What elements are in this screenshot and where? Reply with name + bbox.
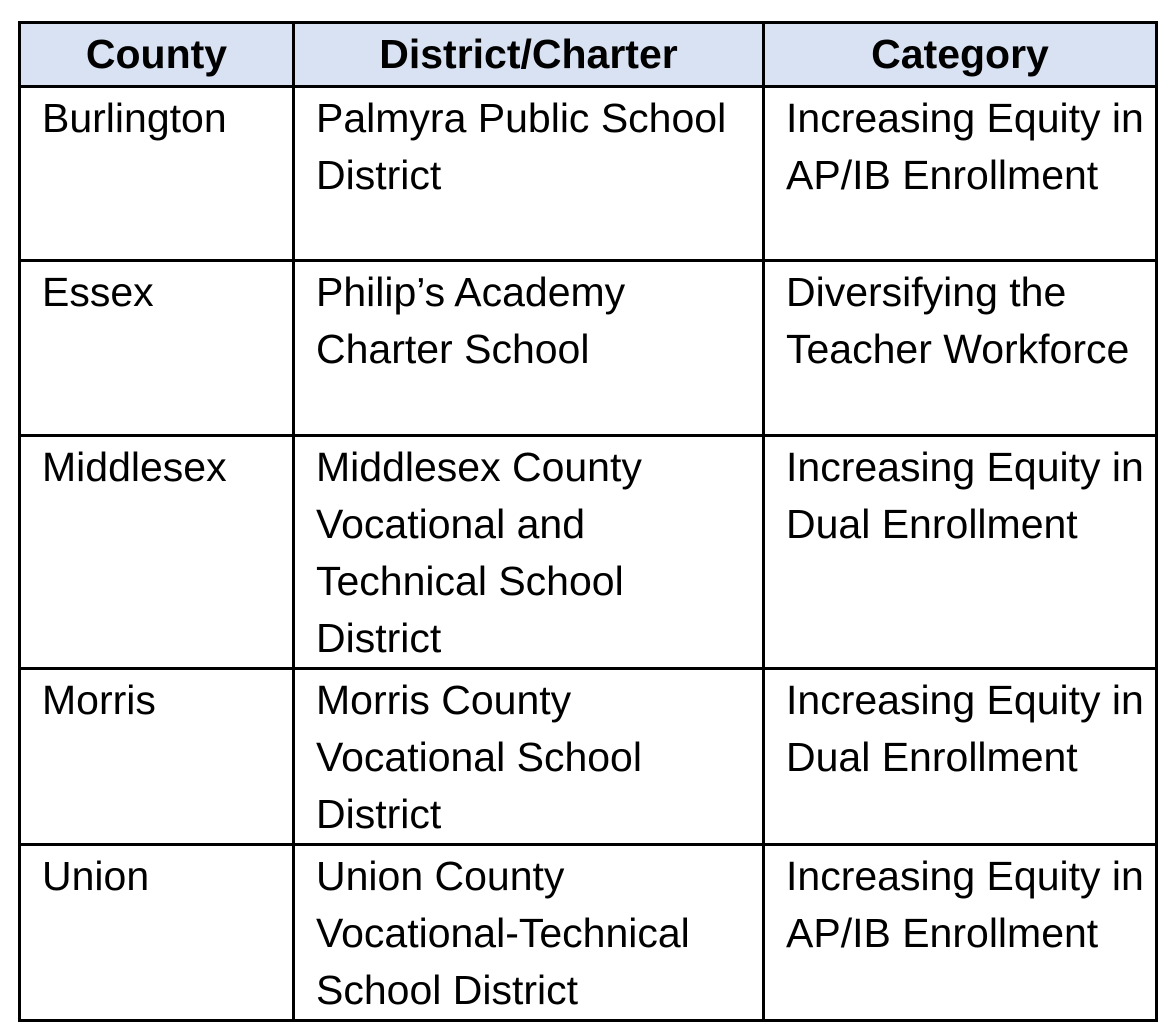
cell-district: Union County Vocational-Technical School District: [294, 845, 764, 1021]
cell-category: Increasing Equity in Dual Enrollment: [764, 436, 1157, 669]
cell-county: Morris: [20, 669, 294, 845]
cell-county: Union: [20, 845, 294, 1021]
header-district-charter: District/Charter: [294, 23, 764, 87]
district-category-table: [18, 21, 1158, 1022]
cell-county: Burlington: [20, 87, 294, 261]
cell-district: Morris County Vocational School District: [294, 669, 764, 845]
cell-category: Increasing Equity in Dual Enrollment: [764, 669, 1157, 845]
cell-district: Philip’s Academy Charter School: [294, 261, 764, 436]
cell-category: Increasing Equity in AP/IB Enrollment: [764, 845, 1157, 1021]
table-row: [20, 87, 1157, 261]
table-row: [20, 261, 1157, 436]
cell-county: Essex: [20, 261, 294, 436]
header-county: County: [20, 23, 294, 87]
cell-district: Middlesex County Vocational and Technical School District: [294, 436, 764, 669]
header-category: Category: [764, 23, 1157, 87]
table-row: [20, 845, 1157, 1021]
table-row: [20, 669, 1157, 845]
cell-category: Increasing Equity in AP/IB Enrollment: [764, 87, 1157, 261]
cell-district: Palmyra Public School District: [294, 87, 764, 261]
header-row: [20, 23, 1157, 87]
table-body: [20, 87, 1157, 1021]
table-container: [18, 21, 1158, 1022]
table-row: [20, 436, 1157, 669]
table-header: [20, 23, 1157, 87]
cell-category: Diversifying the Teacher Workforce: [764, 261, 1157, 436]
cell-county: Middlesex: [20, 436, 294, 669]
